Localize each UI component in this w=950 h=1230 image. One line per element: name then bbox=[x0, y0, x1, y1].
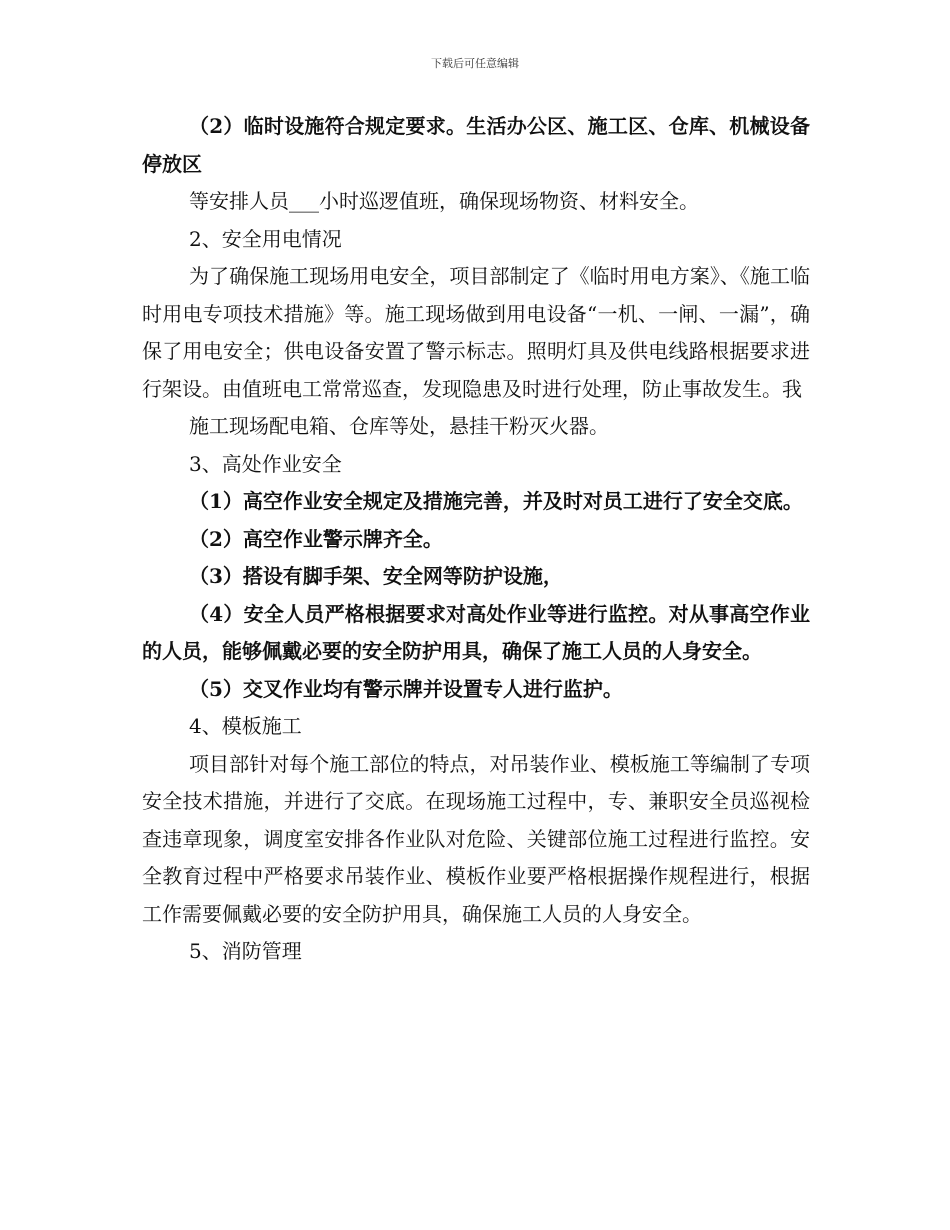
paragraph: （2）高空作业警示牌齐全。 bbox=[189, 526, 443, 551]
paragraph: 施工现场配电箱、仓库等处，悬挂干粉灭火器。 bbox=[189, 414, 609, 438]
header-note: 下载后可任意编辑 bbox=[431, 57, 519, 70]
paragraph: （2）临时设施符合规定要求。生活办公区、施工区、仓库、机械设备停放区 bbox=[142, 114, 810, 176]
paragraph: 为了确保施工现场用电安全，项目部制定了《临时用电方案》、《施工临时用电专项技术措施》等。施工现场做到用电设备“一机、一闸、一漏”，确保了用电安全；供电设备安置了警示标志。照明灯具及供电线路根据要求进行架设。由值班电工常常巡查，发现隐患及时进行处理，防止事故发生。我 bbox=[142, 264, 810, 401]
paragraph: （5）交叉作业均有警示牌并设置专人进行监护。 bbox=[189, 676, 623, 701]
paragraph: （1）高空作业安全规定及措施完善，并及时对员工进行了安全交底。 bbox=[189, 489, 803, 513]
section-heading: 2、安全用电情况 bbox=[189, 226, 342, 251]
section-heading: 4、模板施工 bbox=[189, 714, 302, 738]
section-heading: 5、消防管理 bbox=[189, 939, 302, 963]
paragraph: 等安排人员___小时巡逻值班，确保现场物资、材料安全。 bbox=[189, 189, 699, 213]
paragraph: 项目部针对每个施工部位的特点，对吊装作业、模板施工等编制了专项安全技术措施，并进行了交底。在现场施工过程中，专、兼职安全员巡视检查违章现象，调度室安排各作业队对危险、关键部位施工过程进行监控。安全教育过程中严格要求吊装作业、模板作业要严格根据操作规程进行，根据工作需要佩戴必要的安全防护用具，确保施工人员的人身安全。 bbox=[142, 751, 810, 926]
document-body bbox=[142, 108, 810, 971]
paragraph: （3）搭设有脚手架、安全网等防护设施， bbox=[189, 564, 563, 588]
section-heading: 3、高处作业安全 bbox=[189, 451, 342, 476]
paragraph: （4）安全人员严格根据要求对高处作业等进行监控。对从事高空作业的人员，能够佩戴必要的安全防护用具，确保了施工人员的人身安全。 bbox=[142, 601, 810, 663]
